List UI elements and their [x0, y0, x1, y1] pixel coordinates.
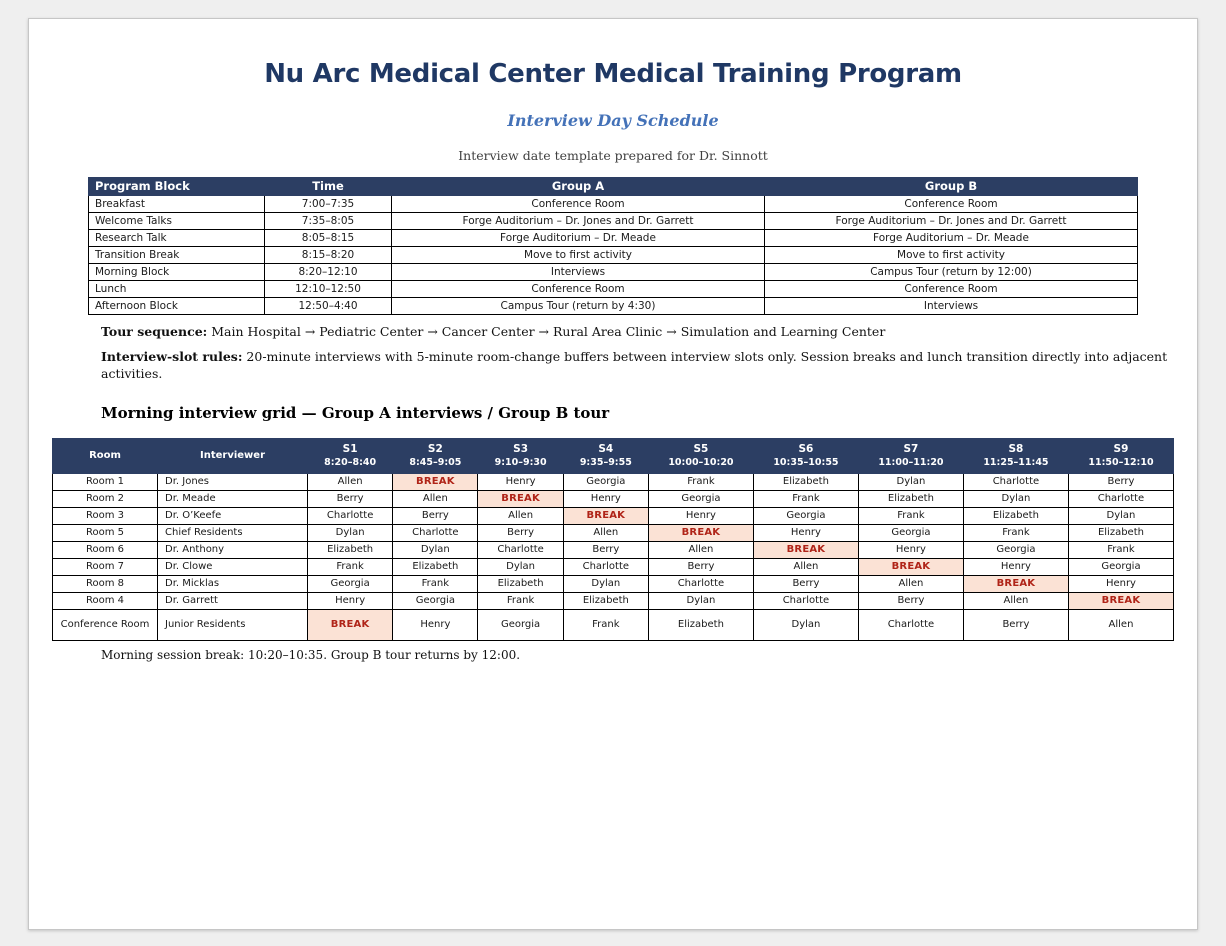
cell-candidate: Henry [1068, 575, 1173, 592]
slot-id: S1 [342, 442, 358, 455]
cell-candidate: Dylan [753, 609, 858, 640]
cell-candidate: Berry [308, 490, 393, 507]
cell-program-block: Research Talk [89, 230, 265, 247]
column-header-slot-s3 [478, 438, 563, 473]
slot-id: S9 [1113, 442, 1129, 455]
cell-program-block: Afternoon Block [89, 298, 265, 315]
column-header-group-a: Group A [392, 178, 765, 196]
cell-group-b: Forge Auditorium – Dr. Meade [765, 230, 1138, 247]
slot-id: S6 [798, 442, 814, 455]
cell-time: 8:20–12:10 [265, 264, 392, 281]
column-header-time: Time [265, 178, 392, 196]
cell-candidate: Allen [963, 592, 1068, 609]
cell-candidate: Frank [648, 473, 753, 490]
cell-candidate: Berry [753, 575, 858, 592]
cell-break: BREAK [478, 490, 563, 507]
cell-candidate: Georgia [393, 592, 478, 609]
cell-candidate: Allen [478, 507, 563, 524]
cell-program-block: Welcome Talks [89, 213, 265, 230]
column-header-slot-s4 [563, 438, 648, 473]
table-header-row [89, 178, 1138, 196]
cell-candidate: Frank [963, 524, 1068, 541]
cell-group-b: Forge Auditorium – Dr. Jones and Dr. Garrett [765, 213, 1138, 230]
cell-candidate: Charlotte [753, 592, 858, 609]
cell-interviewer: Chief Residents [158, 524, 308, 541]
cell-group-b: Conference Room [765, 281, 1138, 298]
morning-interview-grid-table [52, 438, 1174, 641]
slot-time: 9:35–9:55 [579, 457, 632, 469]
cell-candidate: Berry [393, 507, 478, 524]
cell-candidate: Allen [308, 473, 393, 490]
note-label: Interview-slot rules: [101, 349, 243, 365]
cell-candidate: Berry [478, 524, 563, 541]
cell-break: BREAK [308, 609, 393, 640]
cell-room: Room 8 [53, 575, 158, 592]
cell-candidate: Henry [753, 524, 858, 541]
cell-candidate: Frank [753, 490, 858, 507]
cell-candidate: Charlotte [963, 473, 1068, 490]
cell-time: 8:15–8:20 [265, 247, 392, 264]
page-content [29, 19, 1197, 662]
cell-candidate: Dylan [563, 575, 648, 592]
cell-candidate: Frank [308, 558, 393, 575]
table-header-row [53, 438, 1174, 473]
column-header-slot-s2 [393, 438, 478, 473]
cell-candidate: Frank [563, 609, 648, 640]
slot-time: 11:00–11:20 [878, 457, 944, 469]
cell-break: BREAK [393, 473, 478, 490]
note-text: 20-minute interviews with 5-minute room-change buffers between interview slots only. Session breaks and lunch transition directly into adjacent activities. [101, 349, 1168, 381]
table-row [53, 507, 1174, 524]
table-row [89, 247, 1138, 264]
slot-time: 9:10–9:30 [494, 457, 547, 469]
cell-candidate: Henry [393, 609, 478, 640]
cell-candidate: Elizabeth [393, 558, 478, 575]
table-row [53, 592, 1174, 609]
slot-time: 11:25–11:45 [983, 457, 1049, 469]
cell-group-b: Move to first activity [765, 247, 1138, 264]
column-header-interviewer: Interviewer [158, 438, 308, 473]
page-title: Nu Arc Medical Center Medical Training Program [264, 59, 962, 89]
note-interview-slot-rules [101, 340, 1197, 382]
column-header-slot-s7 [858, 438, 963, 473]
cell-candidate: Dylan [393, 541, 478, 558]
cell-room: Room 3 [53, 507, 158, 524]
cell-break: BREAK [858, 558, 963, 575]
cell-candidate: Elizabeth [648, 609, 753, 640]
cell-candidate: Allen [563, 524, 648, 541]
table-row [53, 541, 1174, 558]
cell-candidate: Dylan [1068, 507, 1173, 524]
page-subtitle: Interview Day Schedule [507, 111, 719, 130]
cell-candidate: Charlotte [858, 609, 963, 640]
slot-id: S5 [693, 442, 709, 455]
cell-candidate: Charlotte [1068, 490, 1173, 507]
cell-candidate: Henry [648, 507, 753, 524]
document-page [28, 18, 1198, 930]
cell-break: BREAK [1068, 592, 1173, 609]
table-row [89, 196, 1138, 213]
cell-candidate: Berry [648, 558, 753, 575]
cell-candidate: Allen [648, 541, 753, 558]
table-row [89, 298, 1138, 315]
table-row [53, 558, 1174, 575]
cell-candidate: Dylan [308, 524, 393, 541]
cell-candidate: Berry [858, 592, 963, 609]
cell-interviewer: Dr. Clowe [158, 558, 308, 575]
cell-candidate: Elizabeth [563, 592, 648, 609]
cell-group-a: Move to first activity [392, 247, 765, 264]
cell-candidate: Berry [563, 541, 648, 558]
cell-group-a: Campus Tour (return by 4:30) [392, 298, 765, 315]
grid-footnote: Morning session break: 10:20–10:35. Group B tour returns by 12:00. [101, 647, 521, 662]
cell-interviewer: Dr. Meade [158, 490, 308, 507]
cell-candidate: Georgia [1068, 558, 1173, 575]
cell-candidate: Dylan [648, 592, 753, 609]
column-header-slot-s5 [648, 438, 753, 473]
cell-candidate: Elizabeth [478, 575, 563, 592]
cell-candidate: Dylan [858, 473, 963, 490]
page-byline: Interview date template prepared for Dr. Sinnott [458, 148, 768, 163]
cell-time: 8:05–8:15 [265, 230, 392, 247]
cell-candidate: Henry [858, 541, 963, 558]
cell-candidate: Berry [1068, 473, 1173, 490]
cell-candidate: Henry [963, 558, 1068, 575]
cell-time: 7:35–8:05 [265, 213, 392, 230]
cell-candidate: Elizabeth [1068, 524, 1173, 541]
cell-time: 7:00–7:35 [265, 196, 392, 213]
cell-candidate: Charlotte [308, 507, 393, 524]
cell-break: BREAK [648, 524, 753, 541]
cell-candidate: Elizabeth [753, 473, 858, 490]
cell-time: 12:50–4:40 [265, 298, 392, 315]
table-row [53, 490, 1174, 507]
column-header-slot-s8 [963, 438, 1068, 473]
cell-program-block: Breakfast [89, 196, 265, 213]
cell-candidate: Elizabeth [858, 490, 963, 507]
cell-candidate: Georgia [963, 541, 1068, 558]
notes-block [29, 315, 1197, 422]
morning-interview-grid-body [53, 473, 1174, 640]
cell-group-b: Interviews [765, 298, 1138, 315]
cell-room: Room 4 [53, 592, 158, 609]
column-header-slot-s1 [308, 438, 393, 473]
section-heading-morning-grid: Morning interview grid — Group A interviews / Group B tour [101, 403, 610, 422]
cell-candidate: Georgia [753, 507, 858, 524]
cell-candidate: Georgia [648, 490, 753, 507]
slot-time: 11:50–12:10 [1088, 457, 1154, 469]
column-header-room: Room [53, 438, 158, 473]
cell-candidate: Frank [858, 507, 963, 524]
cell-candidate: Allen [753, 558, 858, 575]
cell-candidate: Georgia [308, 575, 393, 592]
cell-candidate: Frank [1068, 541, 1173, 558]
slot-id: S4 [598, 442, 614, 455]
cell-candidate: Frank [478, 592, 563, 609]
cell-candidate: Georgia [858, 524, 963, 541]
cell-interviewer: Dr. Micklas [158, 575, 308, 592]
cell-room: Room 5 [53, 524, 158, 541]
table-row [53, 609, 1174, 640]
cell-candidate: Allen [1068, 609, 1173, 640]
table-row [89, 281, 1138, 298]
table-row [89, 264, 1138, 281]
cell-candidate: Charlotte [478, 541, 563, 558]
slot-id: S7 [903, 442, 919, 455]
cell-interviewer: Dr. Jones [158, 473, 308, 490]
cell-candidate: Allen [393, 490, 478, 507]
cell-break: BREAK [963, 575, 1068, 592]
cell-candidate: Henry [478, 473, 563, 490]
program-schedule-table [88, 177, 1138, 315]
cell-break: BREAK [563, 507, 648, 524]
cell-break: BREAK [753, 541, 858, 558]
cell-candidate: Elizabeth [308, 541, 393, 558]
table-row [53, 524, 1174, 541]
cell-time: 12:10–12:50 [265, 281, 392, 298]
cell-group-a: Conference Room [392, 196, 765, 213]
cell-group-a: Forge Auditorium – Dr. Meade [392, 230, 765, 247]
cell-candidate: Charlotte [393, 524, 478, 541]
cell-group-a: Forge Auditorium – Dr. Jones and Dr. Garrett [392, 213, 765, 230]
cell-interviewer: Dr. Anthony [158, 541, 308, 558]
cell-candidate: Allen [858, 575, 963, 592]
cell-interviewer: Dr. O’Keefe [158, 507, 308, 524]
cell-room: Conference Room [53, 609, 158, 640]
cell-candidate: Dylan [478, 558, 563, 575]
cell-candidate: Charlotte [563, 558, 648, 575]
cell-group-b: Campus Tour (return by 12:00) [765, 264, 1138, 281]
slot-time: 8:20–8:40 [324, 457, 377, 469]
slot-time: 10:35–10:55 [773, 457, 839, 469]
note-label: Tour sequence: [101, 324, 208, 340]
table-row [89, 213, 1138, 230]
slot-time: 10:00–10:20 [668, 457, 734, 469]
cell-candidate: Dylan [963, 490, 1068, 507]
cell-candidate: Berry [963, 609, 1068, 640]
cell-interviewer: Dr. Garrett [158, 592, 308, 609]
cell-room: Room 1 [53, 473, 158, 490]
cell-room: Room 6 [53, 541, 158, 558]
slot-id: S8 [1008, 442, 1024, 455]
slot-id: S3 [513, 442, 529, 455]
cell-interviewer: Junior Residents [158, 609, 308, 640]
cell-program-block: Lunch [89, 281, 265, 298]
cell-room: Room 2 [53, 490, 158, 507]
slot-time: 8:45–9:05 [409, 457, 462, 469]
slot-id: S2 [427, 442, 443, 455]
column-header-slot-s6 [753, 438, 858, 473]
cell-candidate: Georgia [563, 473, 648, 490]
cell-candidate: Georgia [478, 609, 563, 640]
cell-candidate: Charlotte [648, 575, 753, 592]
cell-program-block: Transition Break [89, 247, 265, 264]
cell-group-b: Conference Room [765, 196, 1138, 213]
cell-candidate: Frank [393, 575, 478, 592]
table-row [53, 473, 1174, 490]
column-header-program-block: Program Block [89, 178, 265, 196]
cell-room: Room 7 [53, 558, 158, 575]
note-tour-sequence [101, 315, 1197, 340]
table-row [89, 230, 1138, 247]
cell-program-block: Morning Block [89, 264, 265, 281]
column-header-slot-s9 [1068, 438, 1173, 473]
column-header-group-b: Group B [765, 178, 1138, 196]
table-row [53, 575, 1174, 592]
cell-candidate: Henry [563, 490, 648, 507]
cell-candidate: Elizabeth [963, 507, 1068, 524]
cell-candidate: Henry [308, 592, 393, 609]
cell-group-a: Conference Room [392, 281, 765, 298]
cell-group-a: Interviews [392, 264, 765, 281]
note-text: Main Hospital → Pediatric Center → Cancer Center → Rural Area Clinic → Simulation and Learning Center [207, 324, 886, 340]
program-schedule-body [89, 196, 1138, 315]
